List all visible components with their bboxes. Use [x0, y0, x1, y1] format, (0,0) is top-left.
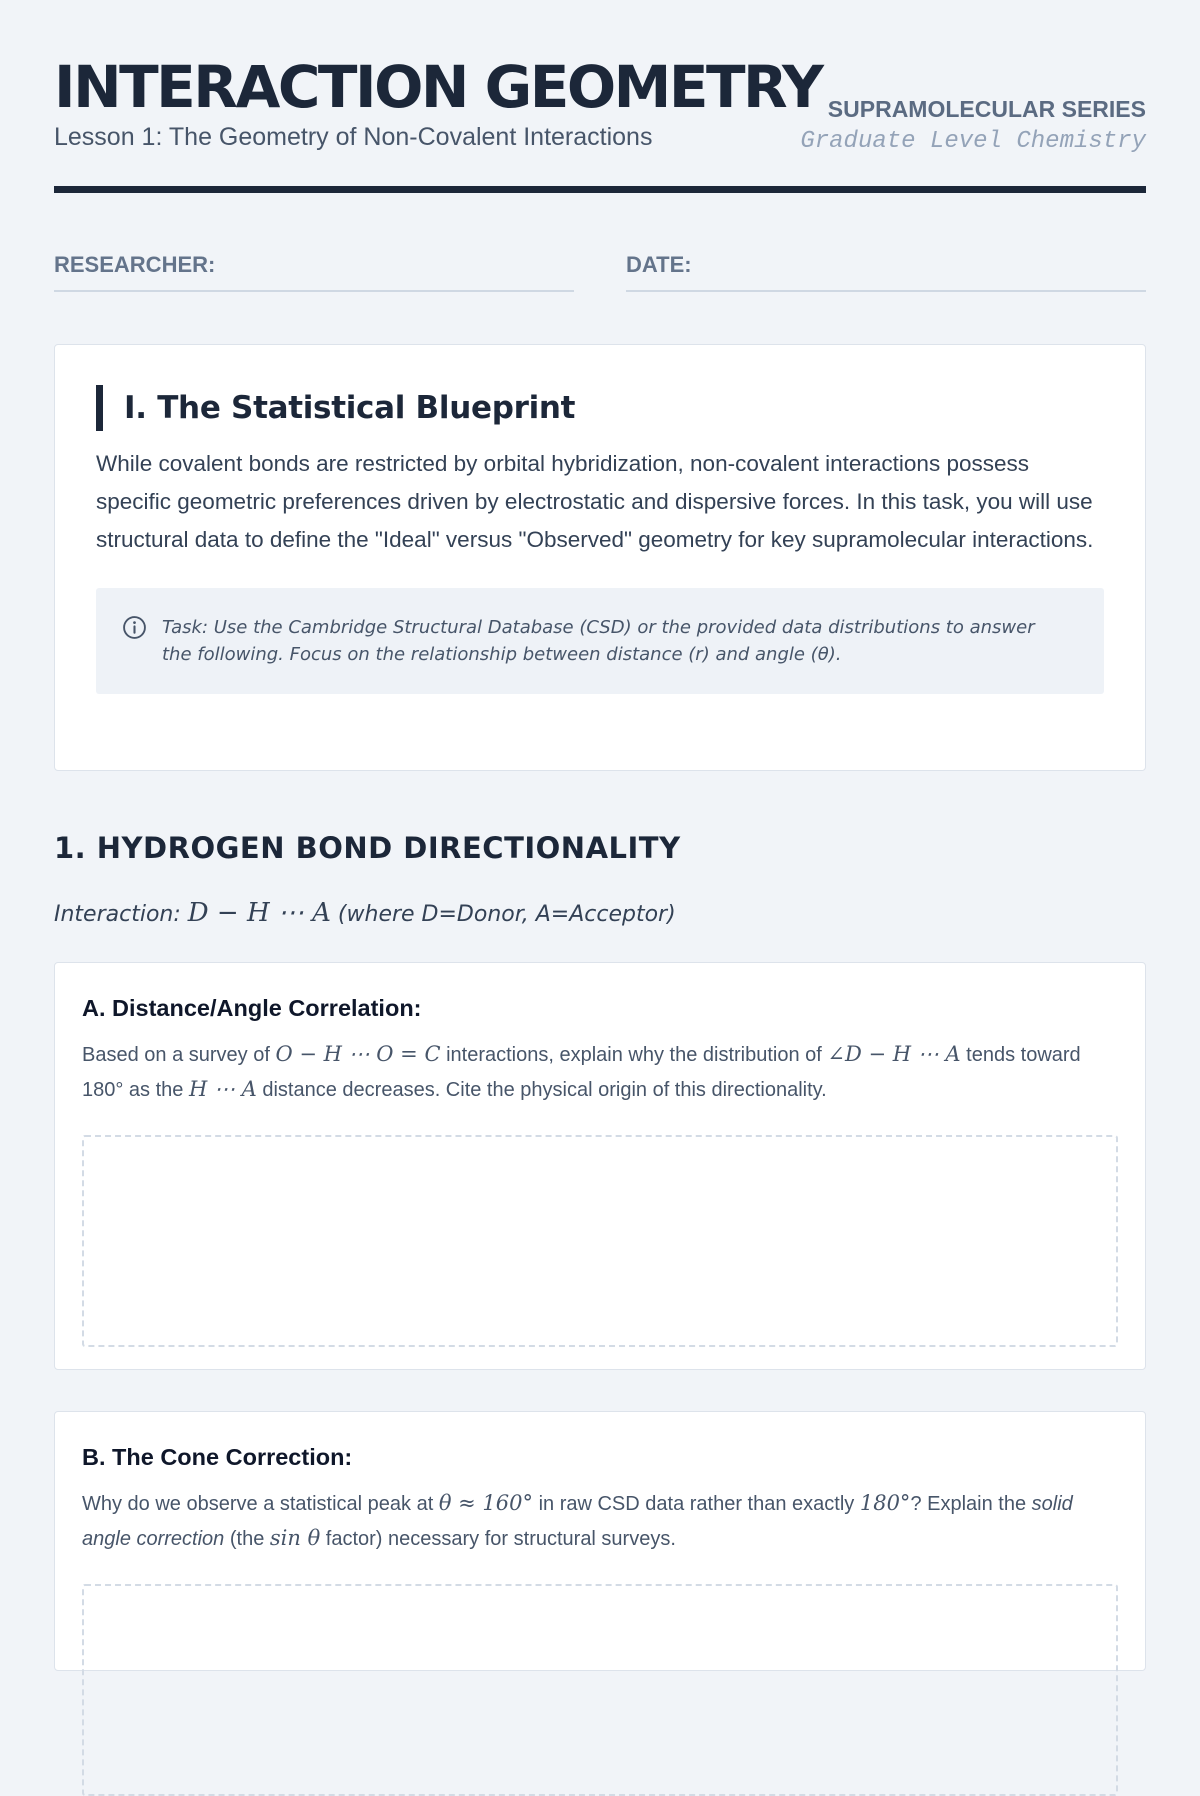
- section-heading-hydrogen-bond: 1. HYDROGEN BOND DIRECTIONALITY: [54, 831, 681, 865]
- interaction-prefix: Interaction:: [54, 902, 181, 927]
- text-segment: interactions, explain why the distribution of: [440, 1044, 828, 1066]
- date-label: DATE:: [626, 252, 692, 277]
- question-b-text: [82, 1486, 1118, 1556]
- header: [54, 0, 1146, 193]
- question-a-text: [82, 1037, 1118, 1107]
- lesson-subtitle: Lesson 1: The Geometry of Non-Covalent Interactions: [54, 123, 653, 151]
- text-segment: in raw CSD data rather than exactly: [533, 1493, 860, 1515]
- text-segment: factor) necessary for structural surveys.: [320, 1528, 676, 1550]
- interaction-line: [54, 895, 1146, 933]
- math-formula: 180°: [859, 1491, 911, 1515]
- researcher-field[interactable]: [54, 248, 574, 292]
- math-formula: ∠D − H ⋯ A: [827, 1042, 961, 1066]
- researcher-label: RESEARCHER:: [54, 252, 216, 277]
- task-callout: [96, 588, 1104, 694]
- text-segment: ? Explain the: [910, 1493, 1032, 1515]
- question-a-title: A. Distance/Angle Correlation:: [82, 995, 422, 1021]
- blueprint-heading: I. The Statistical Blueprint: [96, 385, 1104, 431]
- answer-box-a[interactable]: [82, 1135, 1118, 1347]
- math-formula: θ ≈ 160°: [438, 1491, 534, 1515]
- text-segment: Based on a survey of: [82, 1044, 276, 1066]
- emphasis-text: solid angle correction: [82, 1493, 1073, 1550]
- blueprint-card: [54, 344, 1146, 771]
- interaction-suffix: (where D=Donor, A=Acceptor): [337, 902, 676, 927]
- blueprint-text: While covalent bonds are restricted by orbital hybridization, non-covalent interactions possess specific geometric preferences driven by electrostatic and dispersive forces. In this task, you will use structural data to define the "Ideal" versus "Observed" geometry for key supramolecular interactions.: [96, 451, 1094, 552]
- text-segment: tends toward 180° as the: [82, 1044, 1081, 1101]
- level-label: Graduate Level Chemistry: [800, 128, 1146, 155]
- page-title: INTERACTION GEOMETRY: [54, 53, 822, 121]
- question-card-a: [54, 962, 1146, 1370]
- math-formula: H ⋯ A: [188, 1077, 257, 1101]
- answer-box-b[interactable]: [82, 1584, 1118, 1796]
- interaction-formula: D − H ⋯ A: [187, 898, 331, 928]
- math-formula: sin θ: [269, 1526, 321, 1550]
- date-field[interactable]: [626, 248, 1146, 292]
- math-formula: O − H ⋯ O = C: [275, 1042, 441, 1066]
- info-icon: [122, 615, 147, 640]
- text-segment: (the: [224, 1528, 270, 1550]
- task-text: Task: Use the Cambridge Structural Database (CSD) or the provided data distributions to answer the following. Focus on the relationship between distance (r) and angle (θ).: [162, 617, 1035, 665]
- series-label: SUPRAMOLECULAR SERIES: [827, 96, 1146, 122]
- question-b-title: B. The Cone Correction:: [82, 1444, 353, 1470]
- info-fields: [54, 248, 1146, 344]
- text-segment: Why do we observe a statistical peak at: [82, 1493, 439, 1515]
- header-divider: [54, 186, 1146, 193]
- text-segment: distance decreases. Cite the physical origin of this directionality.: [256, 1079, 827, 1101]
- question-card-b: [54, 1411, 1146, 1671]
